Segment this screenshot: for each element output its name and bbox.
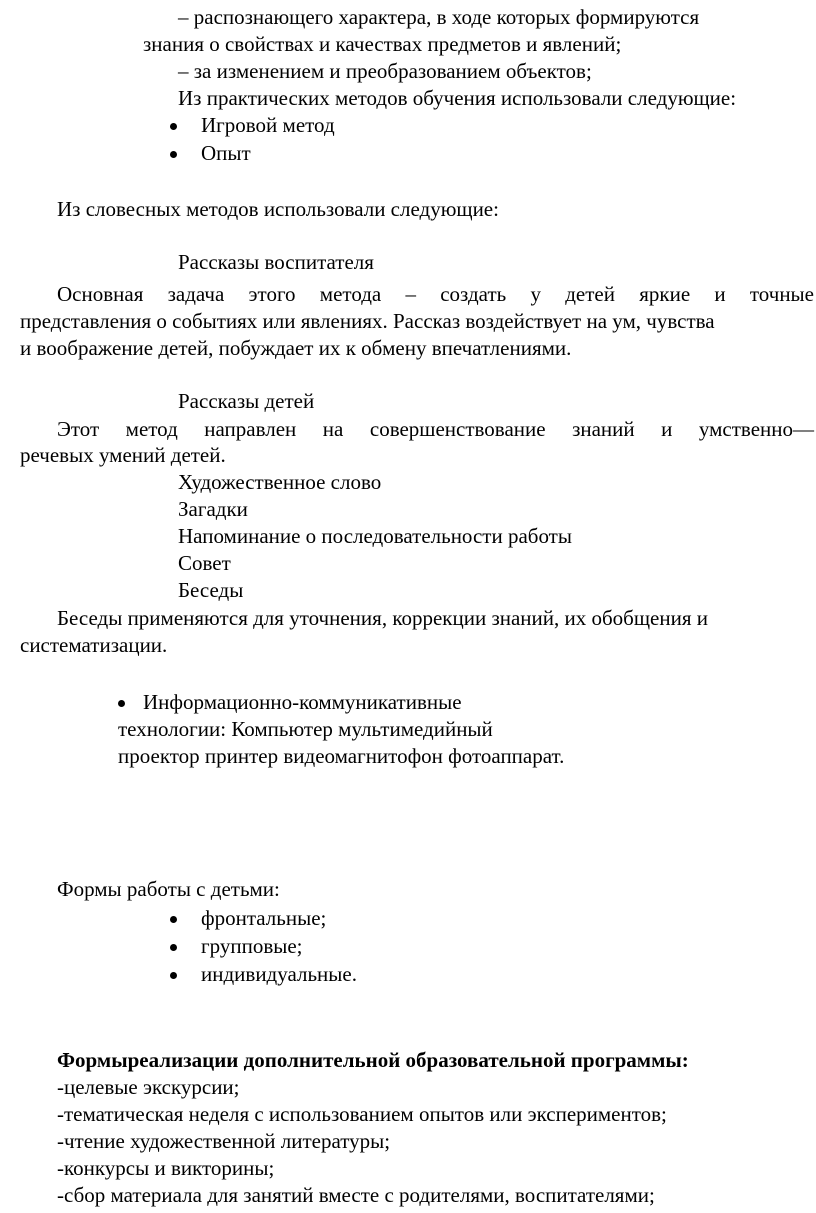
- teacher-stories-line-1: Основная задача этого метода – создать у детей яркие и точные: [57, 282, 814, 306]
- verbal-methods-intro: Из словесных методов использовали следующие:: [57, 197, 499, 221]
- practical-method-item: Опыт: [201, 141, 251, 165]
- implementation-item: -конкурсы и викторины;: [57, 1156, 275, 1180]
- intro-line-1: – распознающего характера, в ходе которых формируются: [178, 5, 700, 29]
- bullet-icon: [118, 700, 125, 707]
- conversations-line-2: систематизации.: [20, 633, 168, 657]
- teacher-stories-heading: Рассказы воспитателя: [178, 250, 374, 274]
- implementation-item: -целевые экскурсии;: [57, 1075, 240, 1099]
- bullet-icon: [170, 944, 177, 951]
- bullet-icon: [170, 916, 177, 923]
- implementation-item: -чтение художественной литературы;: [57, 1129, 391, 1153]
- method-item: Загадки: [178, 497, 248, 521]
- children-stories-heading: Рассказы детей: [178, 389, 315, 413]
- ict-line-2: технологии: Компьютер мультимедийный: [118, 717, 493, 741]
- conversations-line-1: Беседы применяются для уточнения, коррекции знаний, их обобщения и: [57, 606, 708, 630]
- work-form-item: групповые;: [201, 934, 303, 958]
- work-form-item: индивидуальные.: [201, 962, 357, 986]
- children-stories-line-2: речевых умений детей.: [20, 443, 226, 467]
- implementation-item: -тематическая неделя с использованием опытов или экспериментов;: [57, 1102, 667, 1126]
- method-item: Напоминание о последовательности работы: [178, 524, 572, 548]
- work-forms-heading: Формы работы с детьми:: [57, 877, 280, 901]
- work-form-item: фронтальные;: [201, 906, 327, 930]
- practical-method-item: Игровой метод: [201, 113, 335, 137]
- method-item: Беседы: [178, 578, 244, 602]
- children-stories-line-1: Этот метод направлен на совершенствование знаний и умственно—: [57, 417, 814, 441]
- intro-line-3: – за изменением и преобразованием объектов;: [178, 59, 592, 83]
- teacher-stories-line-2: представления о событиях или явлениях. Рассказ воздействует на ум, чувства: [20, 309, 715, 333]
- ict-line-3: проектор принтер видеомагнитофон фотоаппарат.: [118, 744, 565, 768]
- bullet-icon: [170, 972, 177, 979]
- intro-line-2: знания о свойствах и качествах предметов и явлений;: [143, 32, 622, 56]
- bullet-icon: [170, 123, 177, 130]
- ict-line-1: Информационно-коммуникативные: [143, 690, 462, 714]
- implementation-item: -сбор материала для занятий вместе с родителями, воспитателями;: [57, 1183, 655, 1207]
- method-item: Совет: [178, 551, 231, 575]
- bullet-icon: [170, 151, 177, 158]
- teacher-stories-line-3: и воображение детей, побуждает их к обмену впечатлениями.: [20, 336, 572, 360]
- intro-line-4: Из практических методов обучения использовали следующие:: [178, 86, 737, 110]
- method-item: Художественное слово: [178, 470, 382, 494]
- implementation-heading: Формыреализации дополнительной образовательной программы:: [57, 1048, 689, 1072]
